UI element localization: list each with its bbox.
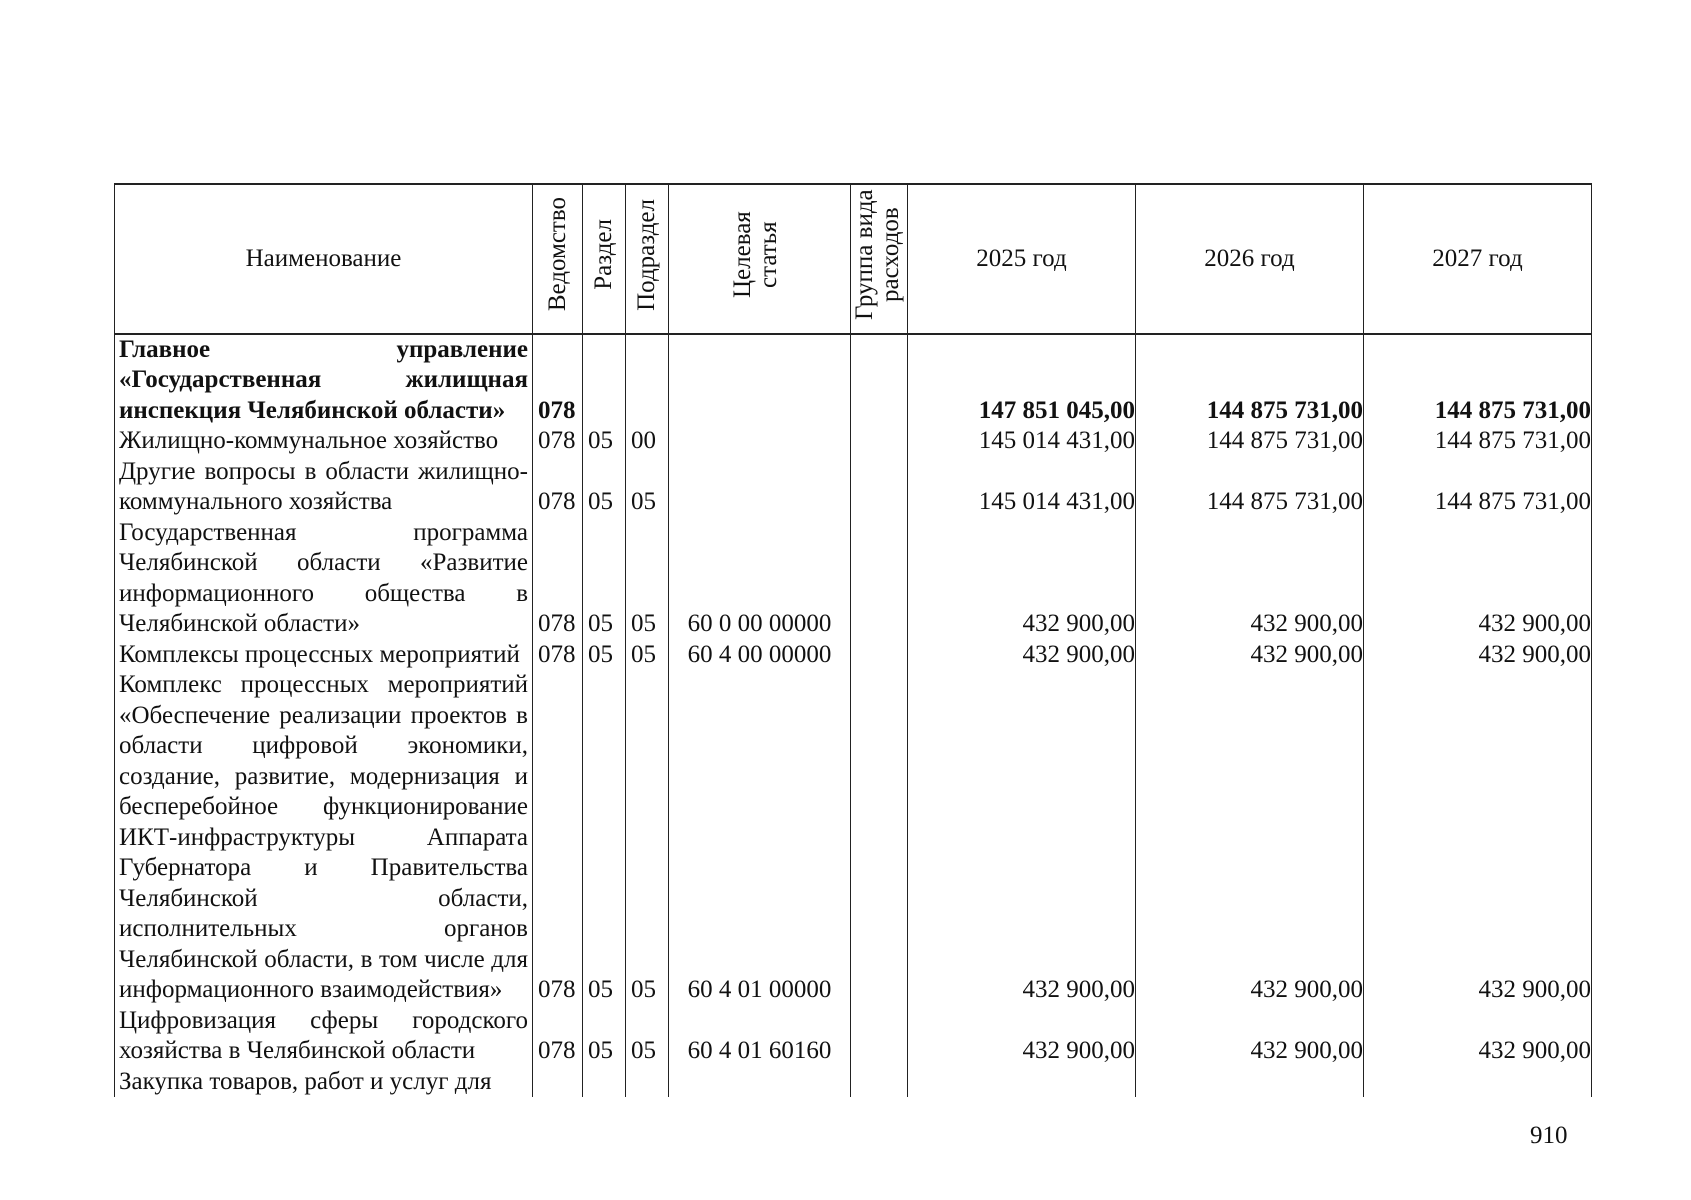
row-amount-2025: 432 900,00 (908, 640, 1136, 671)
row-vedomstvo: 078 (533, 457, 583, 518)
row-celevaya-statya: 60 0 00 00000 (669, 518, 851, 640)
table-row (115, 640, 1592, 671)
row-vedomstvo: 078 (533, 518, 583, 640)
row-razdel: 05 (583, 640, 626, 671)
row-vedomstvo: 078 (533, 1006, 583, 1067)
header-celevaya-statya: Целевая статья (669, 184, 851, 334)
row-gruppa-vida-rashodov (851, 334, 908, 427)
row-gruppa-vida-rashodov (851, 518, 908, 640)
row-gruppa-vida-rashodov (851, 1006, 908, 1067)
row-celevaya-statya (669, 334, 851, 427)
table-body (115, 334, 1592, 1098)
row-amount-2026: 144 875 731,00 (1136, 334, 1364, 427)
row-amount-2025: 432 900,00 (908, 518, 1136, 640)
row-razdel: 05 (583, 518, 626, 640)
row-name: Комплекс процессных мероприятий «Обеспечение реализации проектов в области цифровой экономики, создание, развитие, модернизация и бесперебойное функционирование ИКТ-инфраструктуры Аппарата Губернатора и Правительства Челябинской области, исполнительных органов Челябинской области, в том числе для информационного взаимодействия» (115, 670, 533, 1006)
row-podrazdel (626, 1067, 669, 1098)
header-razdel: Раздел (583, 184, 626, 334)
row-amount-2026: 144 875 731,00 (1136, 426, 1364, 457)
row-amount-2027: 144 875 731,00 (1364, 457, 1592, 518)
row-celevaya-statya: 60 4 00 00000 (669, 640, 851, 671)
row-gruppa-vida-rashodov (851, 670, 908, 1006)
row-gruppa-vida-rashodov (851, 1067, 908, 1098)
row-razdel: 05 (583, 670, 626, 1006)
row-amount-2026: 432 900,00 (1136, 670, 1364, 1006)
row-vedomstvo: 078 (533, 640, 583, 671)
table-row (115, 457, 1592, 518)
row-amount-2027 (1364, 1067, 1592, 1098)
row-podrazdel: 05 (626, 640, 669, 671)
header-2026: 2026 год (1136, 184, 1364, 334)
table-header (115, 184, 1592, 334)
table-row (115, 670, 1592, 1006)
row-celevaya-statya: 60 4 01 60160 (669, 1006, 851, 1067)
row-name: Закупка товаров, работ и услуг для (115, 1067, 533, 1098)
row-gruppa-vida-rashodov (851, 457, 908, 518)
row-name: Цифровизация сферы городского хозяйства в Челябинской области (115, 1006, 533, 1067)
table-row (115, 518, 1592, 640)
row-name: Комплексы процессных мероприятий (115, 640, 533, 671)
row-amount-2027: 144 875 731,00 (1364, 334, 1592, 427)
table-row (115, 1067, 1592, 1098)
row-amount-2027: 432 900,00 (1364, 670, 1592, 1006)
row-podrazdel: 05 (626, 670, 669, 1006)
row-celevaya-statya: 60 4 01 00000 (669, 670, 851, 1006)
row-amount-2026: 432 900,00 (1136, 640, 1364, 671)
row-amount-2026: 432 900,00 (1136, 518, 1364, 640)
budget-table (114, 183, 1592, 1097)
row-amount-2027: 432 900,00 (1364, 1006, 1592, 1067)
row-razdel (583, 1067, 626, 1098)
row-razdel: 05 (583, 426, 626, 457)
row-vedomstvo: 078 (533, 426, 583, 457)
row-razdel: 05 (583, 1006, 626, 1067)
row-amount-2025: 145 014 431,00 (908, 457, 1136, 518)
row-amount-2027: 432 900,00 (1364, 518, 1592, 640)
table-row (115, 426, 1592, 457)
row-name: Другие вопросы в области жилищно-коммунального хозяйства (115, 457, 533, 518)
page-number: 910 (1530, 1122, 1568, 1149)
header-vedomstvo: Ведомство (533, 184, 583, 334)
row-amount-2026 (1136, 1067, 1364, 1098)
row-celevaya-statya (669, 457, 851, 518)
row-amount-2025: 145 014 431,00 (908, 426, 1136, 457)
row-podrazdel: 05 (626, 457, 669, 518)
row-celevaya-statya (669, 1067, 851, 1098)
header-name: Наименование (115, 184, 533, 334)
row-amount-2026: 432 900,00 (1136, 1006, 1364, 1067)
row-name: Главное управление «Государственная жилищная инспекция Челябинской области» (115, 334, 533, 427)
header-gruppa-vida-rashodov: Группа вида расходов (851, 184, 908, 334)
row-podrazdel: 05 (626, 1006, 669, 1067)
row-amount-2027: 432 900,00 (1364, 640, 1592, 671)
row-name: Государственная программа Челябинской области «Развитие информационного общества в Челябинской области» (115, 518, 533, 640)
row-amount-2027: 144 875 731,00 (1364, 426, 1592, 457)
row-vedomstvo (533, 1067, 583, 1098)
row-razdel (583, 334, 626, 427)
row-amount-2025: 147 851 045,00 (908, 334, 1136, 427)
row-vedomstvo: 078 (533, 334, 583, 427)
header-2027: 2027 год (1364, 184, 1592, 334)
row-amount-2026: 144 875 731,00 (1136, 457, 1364, 518)
table-row (115, 1006, 1592, 1067)
header-row (115, 184, 1592, 334)
row-podrazdel: 00 (626, 426, 669, 457)
header-2025: 2025 год (908, 184, 1136, 334)
row-gruppa-vida-rashodov (851, 640, 908, 671)
row-gruppa-vida-rashodov (851, 426, 908, 457)
row-podrazdel: 05 (626, 518, 669, 640)
row-amount-2025: 432 900,00 (908, 670, 1136, 1006)
row-amount-2025 (908, 1067, 1136, 1098)
header-podrazdel: Подраздел (626, 184, 669, 334)
row-razdel: 05 (583, 457, 626, 518)
row-vedomstvo: 078 (533, 670, 583, 1006)
row-name: Жилищно-коммунальное хозяйство (115, 426, 533, 457)
table-row (115, 334, 1592, 427)
row-celevaya-statya (669, 426, 851, 457)
row-podrazdel (626, 334, 669, 427)
row-amount-2025: 432 900,00 (908, 1006, 1136, 1067)
